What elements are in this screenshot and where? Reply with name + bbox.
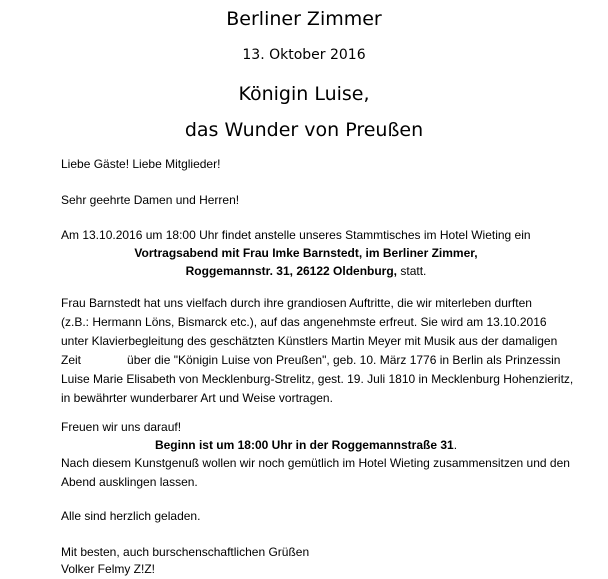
- description-line: Luise Marie Elisabeth von Mecklenburg-Strelitz, gest. 19. Juli 1810 in Mecklenburg Hohenzieritz,: [61, 372, 574, 386]
- description-line: unter Klavierbegleitung des geschätzten Künstlers Martin Meyer mit Musik aus der damaligen: [61, 334, 558, 348]
- start-time-line: Beginn ist um 18:00 Uhr in der Roggemannstraße 31.: [154, 438, 458, 452]
- invitation-text: Alle sind herzlich geladen.: [61, 509, 201, 523]
- subtitle-line-1: Königin Luise,: [238, 83, 370, 105]
- description-line-4-rest: über die "Königin Luise von Preußen", geb. 10. März 1776 in Berlin als Prinzessin: [127, 353, 561, 367]
- afterwards-paragraph: [61, 454, 601, 492]
- announcement-intro: Am 13.10.2016 um 18:00 Uhr findet anstelle unseres Stammtisches im Hotel Wieting ein: [61, 228, 531, 242]
- afterwards-line: Nach diesem Kunstgenuß wollen wir noch gemütlich im Hotel Wieting zusammensitzen und den: [61, 456, 570, 470]
- greeting-formal: Sehr geehrte Damen und Herren!: [61, 193, 240, 207]
- signature: Volker Felmy Z!Z!: [61, 562, 156, 576]
- subtitle-line-2: das Wunder von Preußen: [184, 119, 424, 141]
- announcement-address-text: Roggemannstr. 31, 26122 Oldenburg,: [185, 264, 398, 278]
- greeting-guests: Liebe Gäste! Liebe Mitglieder!: [61, 157, 221, 171]
- closing-text: Mit besten, auch burschenschaftlichen Grüßen: [61, 545, 310, 559]
- announcement-title: Vortragsabend mit Frau Imke Barnstedt, im Berliner Zimmer,: [134, 246, 478, 260]
- page-title: Berliner Zimmer: [226, 8, 382, 30]
- start-time-text: Beginn ist um 18:00 Uhr in der Roggemannstraße 31: [154, 438, 454, 452]
- description-paragraph: [61, 294, 601, 408]
- description-line-4: [61, 351, 601, 370]
- announcement-end: statt.: [397, 264, 427, 278]
- anticipation-text: Freuen wir uns darauf!: [61, 420, 182, 434]
- description-line: Frau Barnstedt hat uns vielfach durch ihre grandiosen Auftritte, die wir miterleben durften: [61, 296, 532, 310]
- description-line: in bewährter wunderbarer Art und Weise vortragen.: [61, 391, 333, 405]
- event-date: 13. Oktober 2016: [242, 47, 366, 63]
- description-word-zeit: Zeit: [61, 353, 82, 367]
- afterwards-line: Abend ausklingen lassen.: [61, 475, 198, 489]
- description-line: (z.B.: Hermann Löns, Bismarck etc.), auf das angenehmste erfreut. Sie wird am 13.10.2016: [61, 315, 547, 329]
- announcement-address: [61, 262, 551, 281]
